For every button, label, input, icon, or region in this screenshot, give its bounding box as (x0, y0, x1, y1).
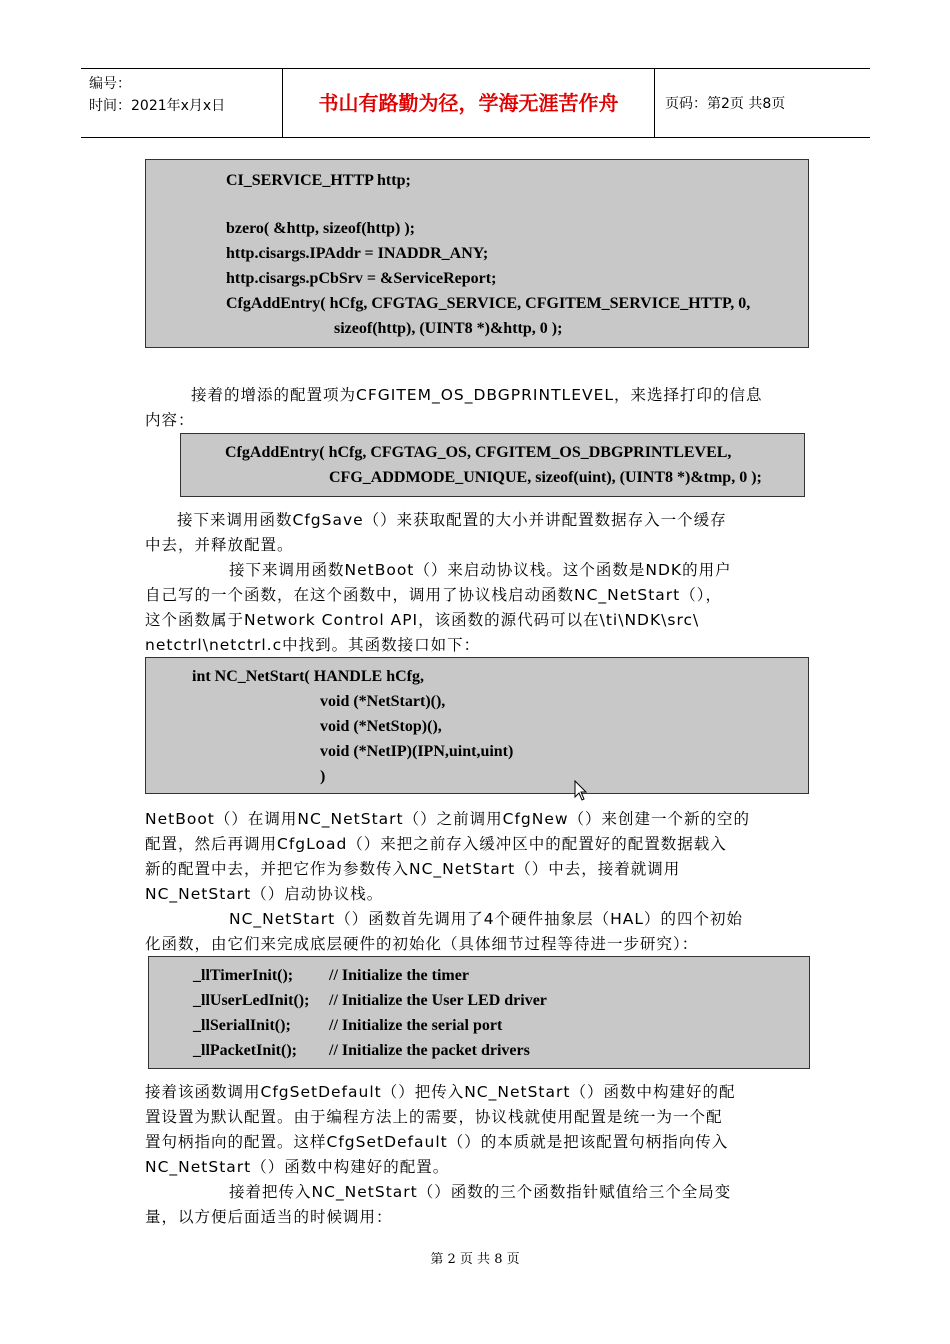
code-line: CfgAddEntry( hCfg, CFGTAG_OS, CFGITEM_OS_DBGPRINTLEVEL, (225, 444, 732, 461)
code-line: CFG_ADDMODE_UNIQUE, sizeof(uint), (UINT8 *)&tmp, 0 ); (329, 469, 762, 486)
hal-call: _llTimerInit(); (193, 967, 294, 984)
text-line: 置设置为默认配置。由于编程方法上的需要，协议栈就使用配置是统一为一个配 (145, 1108, 723, 1126)
hal-comment: // Initialize the packet drivers (329, 1042, 530, 1059)
code-block-nc-netstart (145, 657, 809, 794)
text-line: NC_NetStart（）函数首先调用了4个硬件抽象层（HAL）的四个初始 (229, 910, 743, 928)
header-page-info: 页码：第2页 共8页 (665, 96, 786, 112)
time-label: 时间：2021年x月x日 (89, 98, 226, 114)
code-line: ) (320, 768, 326, 785)
text-line: NC_NetStart（）启动协议栈。 (145, 885, 384, 903)
paragraph-netboot (145, 508, 805, 658)
number-label: 编号： (89, 76, 131, 92)
code-line: void (*NetStop)(), (320, 718, 442, 735)
code-line: CI_SERVICE_HTTP http; (226, 172, 411, 189)
code-block-hal-init (148, 956, 810, 1069)
header-meta (81, 69, 282, 137)
text-line: NetBoot（）在调用NC_NetStart（）之前调用CfgNew（）来创建一个新的空的 (145, 810, 751, 828)
code-line: bzero( &http, sizeof(http) ); (226, 220, 415, 237)
code-line: CfgAddEntry( hCfg, CFGTAG_SERVICE, CFGITEM_SERVICE_HTTP, 0, (226, 295, 751, 312)
hal-comment: // Initialize the User LED driver (329, 992, 547, 1009)
text-line: 中去，并释放配置。 (145, 536, 294, 554)
text-line: 置句柄指向的配置。这样CfgSetDefault（）的本质就是把该配置句柄指向传入 (145, 1133, 729, 1151)
code-line: http.cisargs.IPAddr = INADDR_ANY; (226, 245, 489, 262)
hal-call: _llUserLedInit(); (193, 992, 310, 1009)
page-header (81, 68, 870, 138)
text-line: 接着的增添的配置项为CFGITEM_OS_DBGPRINTLEVEL，来选择打印的信息 (191, 386, 763, 404)
text-line: 接着把传入NC_NetStart（）函数的三个函数指针赋值给三个全局变 (229, 1183, 732, 1201)
text-line: NC_NetStart（）函数中构建好的配置。 (145, 1158, 450, 1176)
code-line: void (*NetStart)(), (320, 693, 446, 710)
text-line: 配置，然后再调用CfgLoad（）来把之前存入缓冲区中的配置好的配置数据载入 (145, 835, 727, 853)
text-line: 这个函数属于Network Control API，该函数的源代码可以在\ti\NDK\src\ (145, 611, 700, 629)
code-block-http-service (145, 159, 809, 348)
text-line: 内容： (145, 411, 195, 429)
text-line: 量，以方便后面适当的时候调用： (145, 1208, 393, 1226)
code-line: void (*NetIP)(IPN,uint,uint) (320, 743, 514, 760)
page-footer: 第 2 页 共 8 页 (430, 1252, 520, 1267)
paragraph-cfgnew-hal (145, 807, 805, 957)
code-line: http.cisargs.pCbSrv = &ServiceReport; (226, 270, 497, 287)
text-line: 自己写的一个函数，在这个函数中，调用了协议栈启动函数NC_NetStart（）， (145, 586, 722, 604)
paragraph-cfgsetdefault (145, 1080, 805, 1230)
text-line: 新的配置中去，并把它作为参数传入NC_NetStart（）中去，接着就调用 (145, 860, 681, 878)
code-block-dbgprintlevel (180, 433, 805, 497)
text-line: netctrl\netctrl.c中找到。其函数接口如下： (145, 636, 481, 654)
mouse-cursor-icon (574, 780, 588, 802)
hal-call: _llSerialInit(); (193, 1017, 291, 1034)
hal-comment: // Initialize the timer (329, 967, 469, 984)
text-line: 接下来调用函数NetBoot（）来启动协议栈。这个函数是NDK的用户 (229, 561, 732, 579)
hal-comment: // Initialize the serial port (329, 1017, 503, 1034)
code-line: sizeof(http), (UINT8 *)&http, 0 ); (334, 320, 563, 337)
text-line: 接下来调用函数CfgSave（）来获取配置的大小并讲配置数据存入一个缓存 (177, 511, 727, 529)
text-line: 化函数，由它们来完成底层硬件的初始化（具体细节过程等待进一步研究）： (145, 935, 699, 953)
text-line: 接着该函数调用CfgSetDefault（）把传入NC_NetStart（）函数中构建好的配 (145, 1083, 736, 1101)
paragraph-dbgprintlevel (145, 383, 805, 433)
hal-call: _llPacketInit(); (193, 1042, 297, 1059)
code-line: int NC_NetStart( HANDLE hCfg, (192, 668, 424, 685)
header-motto: 书山有路勤为径，学海无涯苦作舟 (282, 69, 655, 137)
